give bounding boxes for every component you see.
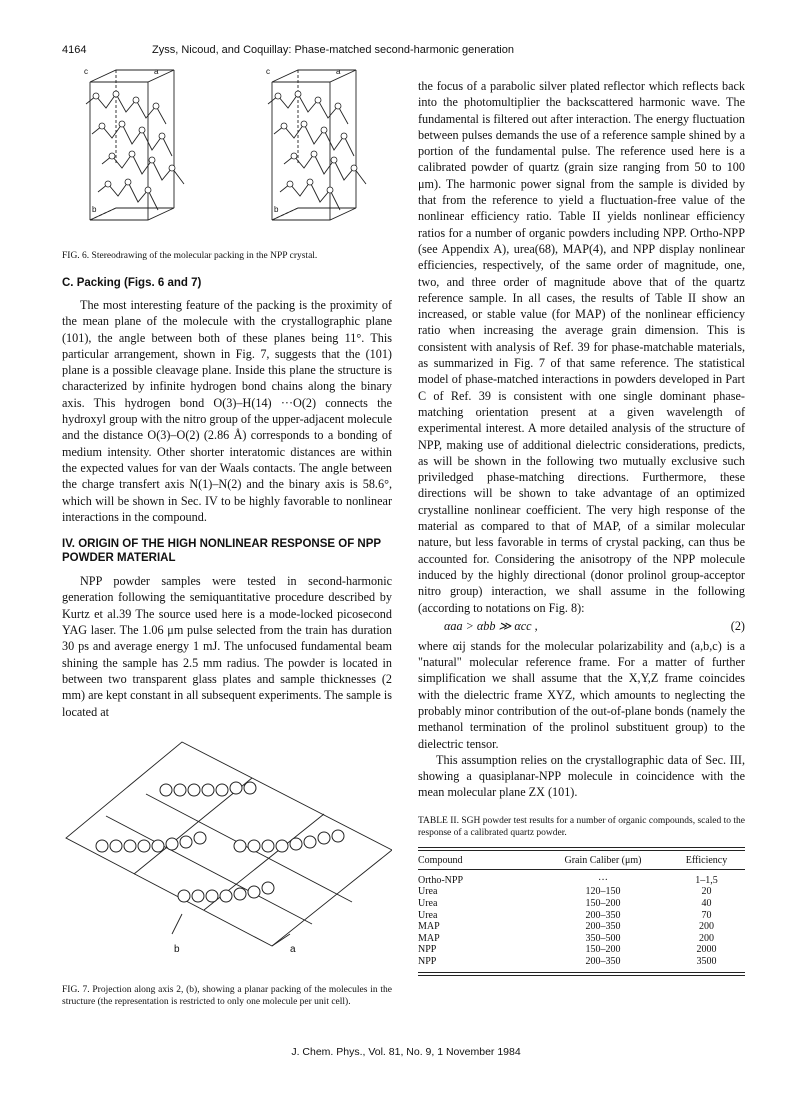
cell-grain: 150–200 [585,897,621,909]
right-column [418,78,745,976]
cell-efficiency: 1–1,5 [695,874,718,886]
table-row [418,886,745,898]
fig6-axis-c-left: c [84,67,88,76]
cell-compound: Urea [418,909,438,921]
cell-compound: NPP [418,955,437,967]
cell-efficiency: 40 [701,897,712,909]
figure-7 [62,738,392,976]
right-paragraph-2: where αij stands for the molecular polarizability and (a,b,c) is a "natural" molecular reference frame. For a matter of further simplification we shall assume that the X,Y,Z frame coincides with the dielectric frame XYZ, which amounts to neglecting the probably minor contribution of the out-of-plane bonds (namely the methanol termination of the prolinol substituent group) to the dielectric tensor. [418,638,745,751]
cell-efficiency: 200 [699,932,714,944]
cell-compound: Ortho-NPP [418,874,464,886]
cell-grain: 120–150 [585,886,621,898]
fig6-axis-b-right: b [274,205,279,214]
table-row [418,875,745,887]
table-2-caption: TABLE II. SGH powder test results for a number of organic compounds, scaled to the response of a calibrated quartz powder. [418,815,745,838]
right-paragraph-3: This assumption relies on the crystallographic data of Sec. III, showing a quasiplanar-NPP molecule in coincidence with the mean molecular plane ZX (101). [418,752,745,800]
figure-6 [62,64,392,242]
running-header [62,44,752,60]
cell-grain: 200–350 [585,955,621,967]
fig7-label-a: a [290,943,296,955]
cell-compound: NPP [418,944,437,956]
figure-6-caption: FIG. 6. Stereodrawing of the molecular packing in the NPP crystal. [62,251,318,261]
figure-6-stereodrawing [62,64,392,242]
cell-compound: MAP [418,932,440,944]
table-row [418,956,745,968]
section-iv-heading: IV. ORIGIN OF THE HIGH NONLINEAR RESPONSE OF NPP POWDER MATERIAL [62,538,381,565]
fig6-axis-c-right: c [266,67,270,76]
cell-grain: 200–350 [585,909,621,921]
cell-compound: Urea [418,886,438,898]
page-footer: J. Chem. Phys., Vol. 81, No. 9, 1 November 1984 [291,1046,521,1058]
table-row [418,910,745,922]
table-row [418,921,745,933]
cell-grain: ··· [598,874,608,886]
table-2-header-efficiency: Efficiency [685,854,728,866]
fig6-axis-a-left: a [154,67,159,76]
section-c-heading: C. Packing (Figs. 6 and 7) [62,277,202,289]
page-number: 4164 [62,44,87,56]
left-column [62,64,392,1008]
cell-efficiency: 20 [701,886,712,898]
figure-7-caption: FIG. 7. Projection along axis 2, (b), showing a planar packing of the molecules in the structure (the representation is restricted to only one molecule per unit cell). [62,984,392,1007]
section-c-paragraph: The most interesting feature of the packing is the proximity of the mean plane of the molecule with the crystallographic plane (101), the angle between both of these planes being 11°. This particular arrangement, shown in Fig. 7, suggests that the (101) plane is a possible cleavage plane. Inside this plane the structure is characterized by infinite hydrogen bond chains along the binary axis. This hydrogen bond O(3)–H(14) ···O(2) connects the hydroxyl group with the nitro group of the upper-adjacent molecule and the distance O(3)–O(2) (2.86 Å) corresponds to a bonding of medium intensity. Other shorter interatomic distances are within the expected values for van der Waals contacts. The angle between the charge transfert axis N(1)–N(2) and the binary axis is 58.6°, which will be shown in Sec. IV to be highly favorable to nonlinear interactions in the compound. [62,298,392,524]
equation-expression: αaa > αbb ≫ αcc , [444,618,538,633]
table-2-header-grain: Grain Caliber (μm) [564,854,642,866]
equation-number: (2) [730,618,745,633]
table-2-bottom-rule [418,972,745,976]
table-row [418,933,745,945]
table-2 [418,851,745,968]
table-2-header-compound: Compound [418,854,463,866]
equation-2 [418,618,745,634]
cell-compound: MAP [418,921,440,933]
table-row [418,944,745,956]
fig7-label-b: b [174,943,180,955]
cell-efficiency: 200 [699,921,714,933]
fig6-axis-a-right: a [336,67,341,76]
table-row [418,898,745,910]
section-iv-paragraph: NPP powder samples were tested in second-harmonic generation following the semiquantitative procedure described by Kurtz et al.39 The source used here is a mode-locked picosecond YAG laser. The 1.06 μm pulse selected from the train has duration 30 ps and average energy 1 mJ. The unfocused fundamental beam shining the sample has 2.5 mm radius. The powder is located in between two transparent glass plates and sample thicknesses (2 mm) are kept constant in all subsequent experiments. The sample is located at [62,574,392,719]
cell-grain: 350–500 [585,932,621,944]
cell-grain: 150–200 [585,944,621,956]
cell-compound: Urea [418,897,438,909]
cell-efficiency: 70 [701,909,712,921]
table-2-header-row [418,851,745,870]
cell-efficiency: 3500 [696,955,717,967]
cell-grain: 200–350 [585,921,621,933]
figure-7-projection [62,738,392,976]
running-title: Zyss, Nicoud, and Coquillay: Phase-matched second-harmonic generation [152,44,514,56]
right-paragraph-1: the focus of a parabolic silver plated reflector which reflects back into the photomultiplier the backscattered harmonic wave. The fundamental is filtered out after interaction. The energy fluctuation between pulses demands the use of a reference sample shined by a portion of the fundamental pulse. The reference used here is a calibrated powder of quartz (grain size ranging from 50 to 100 μm). The harmonic power signal from the sample is divided by that from the reference to yield a fluctuation-free value of the nonlinear efficiency ratio. Table II yields nonlinear efficiency ratios for a number of organic powders including NPP. Ortho-NPP (see Appendix A), urea(68), MAP(4), and NPP display nonlinear efficiencies, respectively, of the same order of magnitude, one, two, and three order of magnitude above that of the quartz reference sample. In all cases, the results of Table II show an increased, or stable value (for MAP) of the nonlinear efficiency ratio when increasing the average grain dimension. This is consistent with analysis of Ref. 39 for phase-matchable materials, as summarized in Fig. 7 of that same reference. The statistical model of phase-matched interactions in powders developed in Part C of Ref. 39 is consistent with one single dominant phase-matching orientation present at a given wavelength of experimental interest. A more detailed analysis of the structure of NPP, making use of additional dielectric considerations, predicts, as will be shown in the following two mutually exclusive such priviledged phase-matching directions. Furthermore, these directions will be shown to take advantage of an optimized crystalline nonlinear coefficient. The very high response of the material as compared to that of MAP, of a similar molecular nature, but less favorable in terms of crystal packing, can thus be accounted for. Considering the anisotropy of the NPP molecule induced by the highly directional (donor prolinol group-acceptor nitro group) interaction, we shall assume in the following (according to notations on Fig. 8): [418,79,745,615]
cell-efficiency: 2000 [696,944,717,956]
fig6-axis-b-left: b [92,205,97,214]
